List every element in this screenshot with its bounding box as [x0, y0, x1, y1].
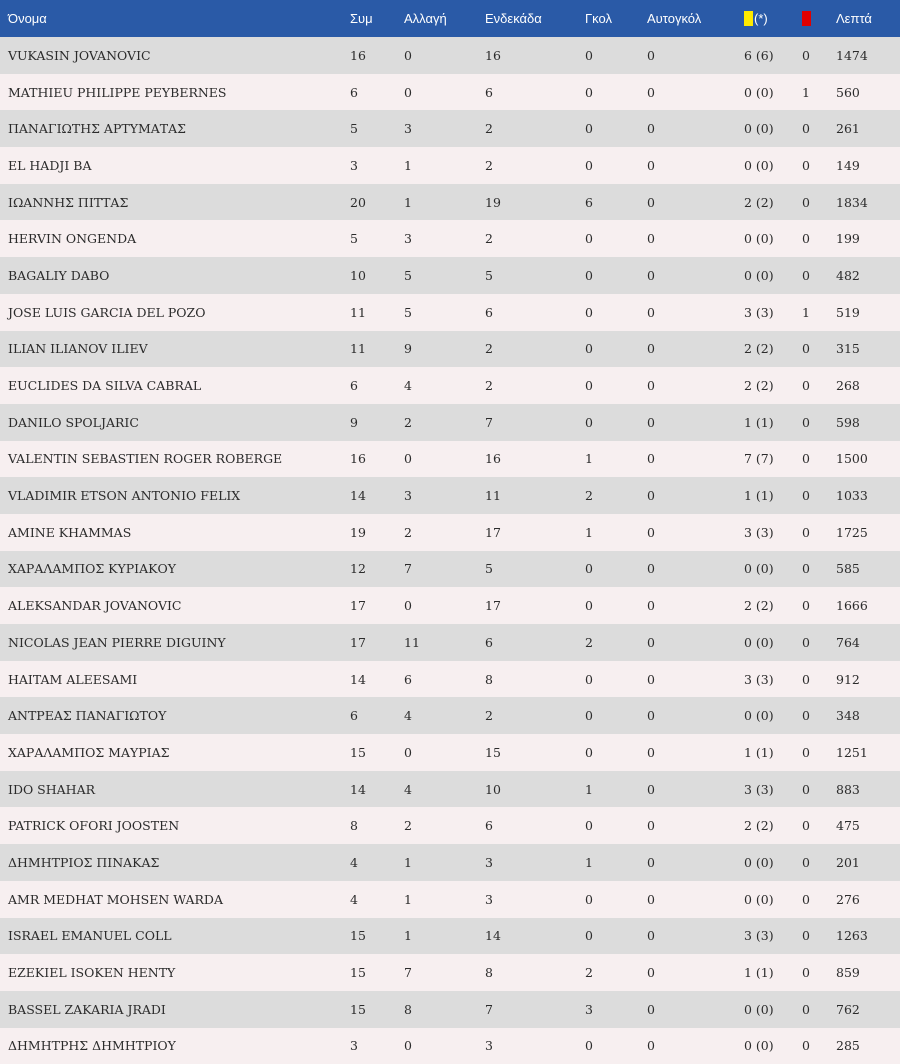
player-red-cards: 0: [802, 121, 810, 137]
player-own-goals: 0: [647, 47, 655, 63]
player-apps: 16: [350, 451, 366, 467]
player-apps: 15: [350, 965, 366, 981]
player-minutes: 149: [836, 157, 860, 173]
player-own-goals: 0: [647, 378, 655, 394]
table-row: [0, 918, 900, 955]
player-own-goals: 0: [647, 854, 655, 870]
player-subs: 3: [404, 488, 412, 504]
player-name: BASSEL ZAKARIA JRADI: [8, 1001, 166, 1017]
player-goals: 2: [585, 488, 593, 504]
table-row: [0, 587, 900, 624]
player-own-goals: 0: [647, 891, 655, 907]
table-row: [0, 551, 900, 588]
player-apps: 9: [350, 414, 358, 430]
player-own-goals: 0: [647, 414, 655, 430]
player-own-goals: 0: [647, 965, 655, 981]
player-goals: 0: [585, 818, 593, 834]
table-header-row: [0, 0, 900, 37]
player-own-goals: 0: [647, 341, 655, 357]
player-red-cards: 0: [802, 1001, 810, 1017]
player-minutes: 348: [836, 708, 860, 724]
player-name: DANILO SPOLJARIC: [8, 414, 139, 430]
player-goals: 0: [585, 598, 593, 614]
player-goals: 0: [585, 304, 593, 320]
table-row: [0, 697, 900, 734]
player-goals: 0: [585, 341, 593, 357]
player-apps: 5: [350, 121, 358, 137]
player-subs: 9: [404, 341, 412, 357]
player-red-cards: 0: [802, 378, 810, 394]
player-own-goals: 0: [647, 708, 655, 724]
header-subs[interactable]: Αλλαγή: [404, 11, 447, 26]
player-goals: 0: [585, 1038, 593, 1054]
player-subs: 1: [404, 194, 412, 210]
player-subs: 7: [404, 965, 412, 981]
player-starts: 7: [485, 1001, 493, 1017]
table-row: [0, 624, 900, 661]
player-own-goals: 0: [647, 304, 655, 320]
player-red-cards: 0: [802, 231, 810, 247]
player-yellow-cards: 1 (1): [744, 488, 774, 504]
header-own-goals[interactable]: Αυτογκόλ: [647, 11, 702, 26]
player-subs: 0: [404, 744, 412, 760]
yellow-card-icon: [744, 11, 753, 26]
player-name: EUCLIDES DA SILVA CABRAL: [8, 378, 202, 394]
player-own-goals: 0: [647, 744, 655, 760]
player-name: MATHIEU PHILIPPE PEYBERNES: [8, 84, 227, 100]
player-subs: 4: [404, 378, 412, 394]
player-starts: 17: [485, 524, 501, 540]
player-own-goals: 0: [647, 231, 655, 247]
player-minutes: 585: [836, 561, 860, 577]
player-name: BAGALIY DABO: [8, 267, 110, 283]
player-red-cards: 0: [802, 708, 810, 724]
player-subs: 0: [404, 451, 412, 467]
table-row: [0, 367, 900, 404]
player-starts: 14: [485, 928, 501, 944]
player-minutes: 261: [836, 121, 860, 137]
player-yellow-cards: 0 (0): [744, 708, 774, 724]
player-yellow-cards: 0 (0): [744, 157, 774, 173]
player-minutes: 560: [836, 84, 860, 100]
player-apps: 3: [350, 1038, 358, 1054]
player-subs: 3: [404, 231, 412, 247]
player-name: ΔΗΜΗΤΡΗΣ ΔΗΜΗΤΡΙΟΥ: [8, 1038, 176, 1054]
player-minutes: 199: [836, 231, 860, 247]
player-starts: 8: [485, 671, 493, 687]
player-own-goals: 0: [647, 121, 655, 137]
player-name: VLADIMIR ETSON ANTONIO FELIX: [8, 488, 241, 504]
player-goals: 0: [585, 231, 593, 247]
player-name: IDO SHAHAR: [8, 781, 96, 797]
player-yellow-cards: 7 (7): [744, 451, 774, 467]
table-row: [0, 661, 900, 698]
header-yellow-suffix: (*): [754, 11, 768, 26]
player-own-goals: 0: [647, 267, 655, 283]
player-subs: 0: [404, 598, 412, 614]
player-red-cards: 0: [802, 561, 810, 577]
player-name: ISRAEL EMANUEL COLL: [8, 928, 172, 944]
player-minutes: 1666: [836, 598, 868, 614]
player-starts: 2: [485, 708, 493, 724]
header-minutes[interactable]: Λεπτά: [836, 11, 872, 26]
player-subs: 8: [404, 1001, 412, 1017]
player-starts: 6: [485, 818, 493, 834]
player-minutes: 519: [836, 304, 860, 320]
player-yellow-cards: 0 (0): [744, 84, 774, 100]
player-subs: 2: [404, 524, 412, 540]
player-yellow-cards: 1 (1): [744, 414, 774, 430]
player-own-goals: 0: [647, 598, 655, 614]
player-own-goals: 0: [647, 194, 655, 210]
red-card-icon: [802, 11, 811, 26]
player-own-goals: 0: [647, 524, 655, 540]
player-minutes: 764: [836, 634, 860, 650]
player-name: ΑΝΤΡΕΑΣ ΠΑΝΑΓΙΩΤΟΥ: [8, 708, 167, 724]
player-subs: 1: [404, 157, 412, 173]
player-goals: 0: [585, 267, 593, 283]
player-yellow-cards: 2 (2): [744, 194, 774, 210]
table-row: [0, 807, 900, 844]
player-subs: 2: [404, 818, 412, 834]
table-row: [0, 954, 900, 991]
player-apps: 11: [350, 341, 366, 357]
table-row: [0, 771, 900, 808]
player-yellow-cards: 0 (0): [744, 267, 774, 283]
player-name: ILIAN ILIANOV ILIEV: [8, 341, 148, 357]
player-red-cards: 0: [802, 854, 810, 870]
table-row: [0, 1028, 900, 1064]
player-subs: 3: [404, 121, 412, 137]
header-goals[interactable]: Γκολ: [585, 11, 612, 26]
player-goals: 1: [585, 451, 593, 467]
player-starts: 15: [485, 744, 501, 760]
player-goals: 6: [585, 194, 593, 210]
player-goals: 1: [585, 524, 593, 540]
player-apps: 17: [350, 598, 366, 614]
player-goals: 0: [585, 708, 593, 724]
player-goals: 1: [585, 854, 593, 870]
player-red-cards: 0: [802, 47, 810, 63]
player-own-goals: 0: [647, 1001, 655, 1017]
player-name: VUKASIN JOVANOVIC: [8, 47, 151, 63]
player-own-goals: 0: [647, 928, 655, 944]
table-row: [0, 844, 900, 881]
player-apps: 14: [350, 488, 366, 504]
player-red-cards: 0: [802, 194, 810, 210]
player-goals: 0: [585, 157, 593, 173]
player-starts: 16: [485, 47, 501, 63]
player-red-cards: 0: [802, 965, 810, 981]
player-minutes: 912: [836, 671, 860, 687]
player-name: ΠΑΝΑΓΙΩΤΗΣ ΑΡΤΥΜΑΤΑΣ: [8, 121, 186, 137]
player-red-cards: 0: [802, 891, 810, 907]
player-apps: 19: [350, 524, 366, 540]
player-starts: 6: [485, 304, 493, 320]
player-yellow-cards: 2 (2): [744, 341, 774, 357]
player-apps: 16: [350, 47, 366, 63]
player-subs: 1: [404, 854, 412, 870]
player-subs: 1: [404, 928, 412, 944]
player-minutes: 598: [836, 414, 860, 430]
table-row: [0, 147, 900, 184]
player-goals: 0: [585, 84, 593, 100]
player-apps: 15: [350, 744, 366, 760]
player-name: HAITAM ALEESAMI: [8, 671, 138, 687]
player-apps: 4: [350, 891, 358, 907]
player-minutes: 268: [836, 378, 860, 394]
header-name[interactable]: Όνομα: [8, 11, 47, 26]
player-red-cards: 0: [802, 634, 810, 650]
player-yellow-cards: 3 (3): [744, 524, 774, 540]
player-apps: 17: [350, 634, 366, 650]
player-goals: 0: [585, 671, 593, 687]
player-red-cards: 0: [802, 598, 810, 614]
player-apps: 3: [350, 157, 358, 173]
table-row: [0, 514, 900, 551]
player-red-cards: 0: [802, 671, 810, 687]
player-red-cards: 0: [802, 781, 810, 797]
player-subs: 0: [404, 1038, 412, 1054]
player-apps: 14: [350, 671, 366, 687]
player-starts: 2: [485, 378, 493, 394]
player-name: AMR MEDHAT MOHSEN WARDA: [8, 891, 223, 907]
player-goals: 0: [585, 47, 593, 63]
player-starts: 2: [485, 231, 493, 247]
player-starts: 2: [485, 157, 493, 173]
player-starts: 11: [485, 488, 501, 504]
player-red-cards: 1: [802, 84, 810, 100]
table-row: [0, 74, 900, 111]
player-subs: 0: [404, 84, 412, 100]
player-goals: 0: [585, 561, 593, 577]
table-row: [0, 404, 900, 441]
player-name: ΧΑΡΑΛΑΜΠΟΣ ΜΑΥΡΙΑΣ: [8, 744, 170, 760]
player-subs: 0: [404, 47, 412, 63]
player-starts: 19: [485, 194, 501, 210]
table-body: [0, 37, 900, 1064]
player-goals: 3: [585, 1001, 593, 1017]
player-apps: 5: [350, 231, 358, 247]
player-goals: 0: [585, 378, 593, 394]
player-name: VALENTIN SEBASTIEN ROGER ROBERGE: [8, 451, 283, 467]
player-yellow-cards: 3 (3): [744, 781, 774, 797]
player-yellow-cards: 6 (6): [744, 47, 774, 63]
player-goals: 0: [585, 928, 593, 944]
player-apps: 4: [350, 854, 358, 870]
player-apps: 8: [350, 818, 358, 834]
table-row: [0, 477, 900, 514]
player-minutes: 1474: [836, 47, 868, 63]
player-subs: 7: [404, 561, 412, 577]
player-apps: 15: [350, 928, 366, 944]
table-row: [0, 331, 900, 368]
player-name: ΧΑΡΑΛΑΜΠΟΣ ΚΥΡΙΑΚΟΥ: [8, 561, 176, 577]
table-row: [0, 991, 900, 1028]
player-starts: 7: [485, 414, 493, 430]
player-subs: 4: [404, 708, 412, 724]
player-name: EZEKIEL ISOKEN HENTY: [8, 965, 176, 981]
player-starts: 6: [485, 634, 493, 650]
player-apps: 12: [350, 561, 366, 577]
player-minutes: 1725: [836, 524, 868, 540]
table-row: [0, 110, 900, 147]
player-goals: 2: [585, 965, 593, 981]
player-yellow-cards: 0 (0): [744, 121, 774, 137]
header-apps[interactable]: Συμ: [350, 11, 373, 26]
player-apps: 6: [350, 84, 358, 100]
player-own-goals: 0: [647, 818, 655, 834]
player-subs: 2: [404, 414, 412, 430]
player-yellow-cards: 0 (0): [744, 231, 774, 247]
player-starts: 2: [485, 121, 493, 137]
player-yellow-cards: 0 (0): [744, 634, 774, 650]
player-minutes: 285: [836, 1038, 860, 1054]
player-minutes: 201: [836, 854, 860, 870]
player-red-cards: 0: [802, 928, 810, 944]
player-red-cards: 0: [802, 414, 810, 430]
player-own-goals: 0: [647, 671, 655, 687]
player-subs: 4: [404, 781, 412, 797]
player-red-cards: 0: [802, 267, 810, 283]
table-row: [0, 294, 900, 331]
player-red-cards: 0: [802, 524, 810, 540]
player-name: NICOLAS JEAN PIERRE DIGUINY: [8, 634, 226, 650]
table-row: [0, 184, 900, 221]
player-minutes: 276: [836, 891, 860, 907]
player-goals: 0: [585, 414, 593, 430]
player-starts: 5: [485, 267, 493, 283]
player-subs: 6: [404, 671, 412, 687]
player-name: JOSE LUIS GARCIA DEL POZO: [8, 304, 206, 320]
table-row: [0, 257, 900, 294]
player-name: HERVIN ONGENDA: [8, 231, 137, 247]
player-red-cards: 0: [802, 451, 810, 467]
player-subs: 1: [404, 891, 412, 907]
player-name: EL HADJI BA: [8, 157, 92, 173]
player-goals: 0: [585, 891, 593, 907]
player-own-goals: 0: [647, 634, 655, 650]
player-minutes: 1500: [836, 451, 868, 467]
player-name: ALEKSANDAR JOVANOVIC: [8, 598, 182, 614]
player-subs: 11: [404, 634, 420, 650]
player-yellow-cards: 2 (2): [744, 818, 774, 834]
player-own-goals: 0: [647, 1038, 655, 1054]
player-minutes: 1263: [836, 928, 868, 944]
player-subs: 5: [404, 267, 412, 283]
player-red-cards: 0: [802, 818, 810, 834]
player-yellow-cards: 3 (3): [744, 671, 774, 687]
player-apps: 10: [350, 267, 366, 283]
player-starts: 5: [485, 561, 493, 577]
player-name: ΙΩΑΝΝΗΣ ΠΙΤΤΑΣ: [8, 194, 129, 210]
player-apps: 15: [350, 1001, 366, 1017]
table-row: [0, 441, 900, 478]
player-yellow-cards: 1 (1): [744, 965, 774, 981]
player-subs: 5: [404, 304, 412, 320]
player-starts: 3: [485, 1038, 493, 1054]
player-goals: 2: [585, 634, 593, 650]
header-yellow-cards[interactable]: [744, 0, 802, 37]
player-name: PATRICK OFORI JOOSTEN: [8, 818, 180, 834]
player-minutes: 883: [836, 781, 860, 797]
player-minutes: 1251: [836, 744, 868, 760]
player-minutes: 859: [836, 965, 860, 981]
player-red-cards: 0: [802, 1038, 810, 1054]
player-yellow-cards: 3 (3): [744, 304, 774, 320]
player-red-cards: 1: [802, 304, 810, 320]
player-goals: 0: [585, 121, 593, 137]
table-row: [0, 881, 900, 918]
player-minutes: 1033: [836, 488, 868, 504]
player-apps: 11: [350, 304, 366, 320]
player-own-goals: 0: [647, 561, 655, 577]
player-yellow-cards: 0 (0): [744, 561, 774, 577]
player-minutes: 475: [836, 818, 860, 834]
player-yellow-cards: 0 (0): [744, 1001, 774, 1017]
player-minutes: 315: [836, 341, 860, 357]
player-starts: 3: [485, 854, 493, 870]
player-yellow-cards: 3 (3): [744, 928, 774, 944]
player-starts: 2: [485, 341, 493, 357]
table-row: [0, 37, 900, 74]
player-red-cards: 0: [802, 488, 810, 504]
player-own-goals: 0: [647, 451, 655, 467]
player-red-cards: 0: [802, 157, 810, 173]
player-yellow-cards: 0 (0): [744, 854, 774, 870]
player-minutes: 482: [836, 267, 860, 283]
player-starts: 17: [485, 598, 501, 614]
player-apps: 14: [350, 781, 366, 797]
player-own-goals: 0: [647, 781, 655, 797]
player-apps: 6: [350, 708, 358, 724]
header-starts[interactable]: Ενδεκάδα: [485, 11, 542, 26]
player-name: AMINE KHAMMAS: [8, 524, 132, 540]
player-yellow-cards: 2 (2): [744, 378, 774, 394]
player-starts: 16: [485, 451, 501, 467]
player-apps: 6: [350, 378, 358, 394]
player-goals: 0: [585, 744, 593, 760]
table-row: [0, 220, 900, 257]
player-red-cards: 0: [802, 341, 810, 357]
player-starts: 6: [485, 84, 493, 100]
player-own-goals: 0: [647, 157, 655, 173]
header-red-cards[interactable]: [802, 0, 836, 37]
player-yellow-cards: 0 (0): [744, 891, 774, 907]
player-yellow-cards: 2 (2): [744, 598, 774, 614]
player-own-goals: 0: [647, 488, 655, 504]
player-yellow-cards: 1 (1): [744, 744, 774, 760]
player-name: ΔΗΜΗΤΡΙΟΣ ΠΙΝΑΚΑΣ: [8, 854, 160, 870]
player-starts: 3: [485, 891, 493, 907]
player-minutes: 1834: [836, 194, 868, 210]
player-goals: 1: [585, 781, 593, 797]
table-row: [0, 734, 900, 771]
player-starts: 10: [485, 781, 501, 797]
player-minutes: 762: [836, 1001, 860, 1017]
player-red-cards: 0: [802, 744, 810, 760]
player-apps: 20: [350, 194, 366, 210]
player-yellow-cards: 0 (0): [744, 1038, 774, 1054]
player-own-goals: 0: [647, 84, 655, 100]
player-starts: 8: [485, 965, 493, 981]
